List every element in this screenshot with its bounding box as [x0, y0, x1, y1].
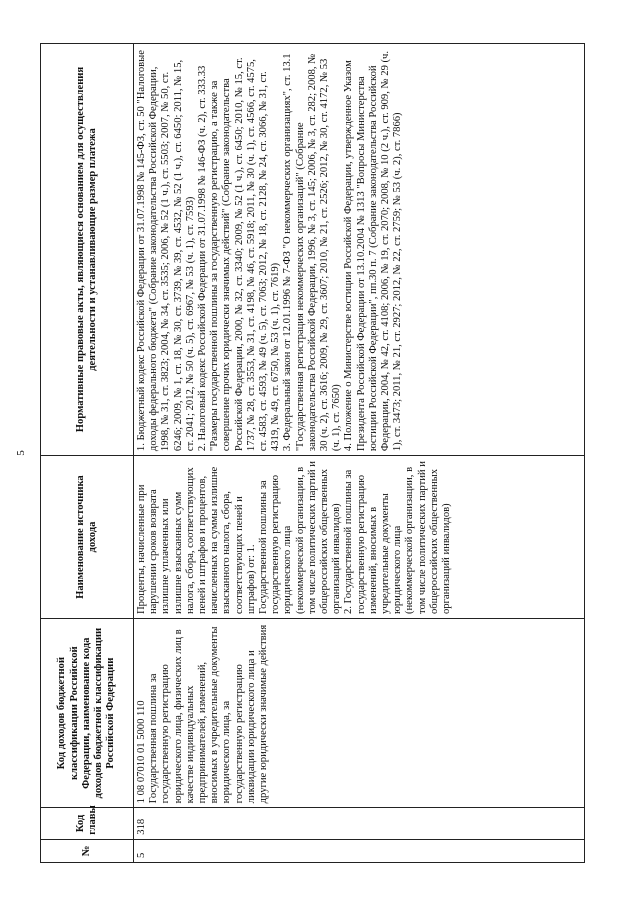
page-number: 5	[15, 450, 27, 456]
income-source-item-1: Государственной пошлины за государственную регистрацию юридического лица (некоммерческой организации, в том числе политических партий и общероссийских общественных организаций инвалидов)	[258, 461, 343, 615]
table-row	[134, 44, 585, 863]
header-chapter-code: Код главы	[41, 808, 134, 839]
legal-act-2: 2. Налоговый кодекс Российской Федерации от 31.07.1998 № 146-ФЗ (ч. 2), ст. 333.33 "Размеры государственной пошлины за государственную регистрацию, а также за совершение прочих юридически значимых действий" (Собрание законодательства Российской Федерации, 2000, № 32, ст. 3340; 2009, № 52 (1 ч.), ст. 6450; 2010, № 15, ст. 1737, № 28, ст. 3553, № 31, ст. 4198, № 46, ст. 5918; 2011, № 30 (ч. 1), ст. 4566, ст. 4575, ст. 4583, ст. 4593, № 49 (ч. 5), ст. 7063; 2012, № 18, ст. 2128, № 24, ст. 3066, № 31, ст. 4319, № 49, ст. 6750, № 53 (ч. 1), ст. 7619)	[197, 57, 282, 452]
cell-num: 5	[134, 839, 585, 862]
cell-legal-acts	[134, 44, 585, 456]
cell-income-source	[134, 456, 585, 619]
header-income-source: Наименование источника дохода	[41, 456, 134, 619]
legal-act-3: 3. Федеральный закон от 12.01.1996 № 7-ФЗ "О некоммерческих организациях", ст. 13.1 "Государственная регистрация некоммерческих организаций" (Собрание законодательства Российской Федерации, 1996, № 3, ст. 145; 2006, № 3, ст. 282; 2008, № 30 (ч. 2), ст. 3616; 2009, № 29, ст. 3607; 2010, № 21, ст. 2526; 2012, № 30, ст. 4172, № 53 (ч. 1), ст. 7650)	[282, 53, 343, 452]
document-sheet	[40, 43, 600, 863]
cell-chapter-code: 318	[134, 808, 585, 839]
legal-act-4: 4. Положение о Министерстве юстиции Российской Федерации, утвержденное Указом Президента Российской Федерации от 13.10.2004 № 1313 "Вопросы Министерства юстиции Российской Федерации", пп.30 п. 7 (Собрание законодательства Российской Федерации, 2004, № 42, ст. 4108; 2006, № 19, ст. 2070; 2008, № 10 (2 ч.), ст. 909, № 29 (ч. 1), ст. 3473; 2011, № 21, ст. 2927; 2012, № 22, ст. 2759; № 53 (ч. 2), ст. 7866)	[343, 50, 404, 452]
income-source-item-2: 2. Государственной пошлины за государственную регистрацию изменений, вносимых в учредительные документы юридического лица (некоммерческой организации, в том числе политических партий и общероссийских общественных организаций инвалидов)	[343, 461, 453, 615]
income-code-description: Государственная пошлина за государственную регистрацию юридического лица, физических лиц в качестве индивидуальных предпринимателей, изменений, вносимых в учредительные документы юридического лица, за государственную регистрацию ликвидации юридического лица и другие юридически значимые действия	[148, 624, 270, 804]
income-code-value: 1 08 07010 01 5000 110	[136, 700, 147, 804]
legal-act-1: 1. Бюджетный кодекс Российской Федерации от 31.07.1998 № 145-ФЗ, ст. 50 "Налоговые доходы федерального бюджета" (Собрание законодательства Российской Федерации, 1998, № 31, ст. 3823; 2004, № 34, ст. 3535; 2006, № 52 (1 ч.), ст. 5503; 2007, № 50, ст. 6246; 2009, № 1, ст. 18, № 30, ст. 3739, № 39, ст. 4532, № 52 (1 ч.), ст. 6450; 2011, № 15, ст. 2041; 2012, № 50 (ч. 5), ст. 6967, № 53 (ч. 1), ст. 7593)	[136, 50, 196, 452]
table-header-row	[41, 44, 134, 863]
header-legal-acts: Нормативные правовые акты, являющиеся основанием для осуществления деятельности и устанавливающие размер платежа	[41, 44, 134, 456]
income-source-intro: Проценты, начисленные при нарушении сроков возврата излишне уплаченных или излишне взысканных сумм налога, сбора, соответствующих пеней и штрафов и процентов, начисленных на суммы излишне взысканного налога, сбора, соответствующих пеней и штрафов) от: 1.	[136, 466, 257, 615]
cell-income-code	[134, 619, 585, 808]
header-income-code: Код доходов бюджетной классификации Российской Федерации, наименование кода доходов бюджетной классификации Российской Федерации	[41, 619, 134, 808]
income-classification-table	[40, 43, 585, 863]
header-num: №	[41, 839, 134, 862]
